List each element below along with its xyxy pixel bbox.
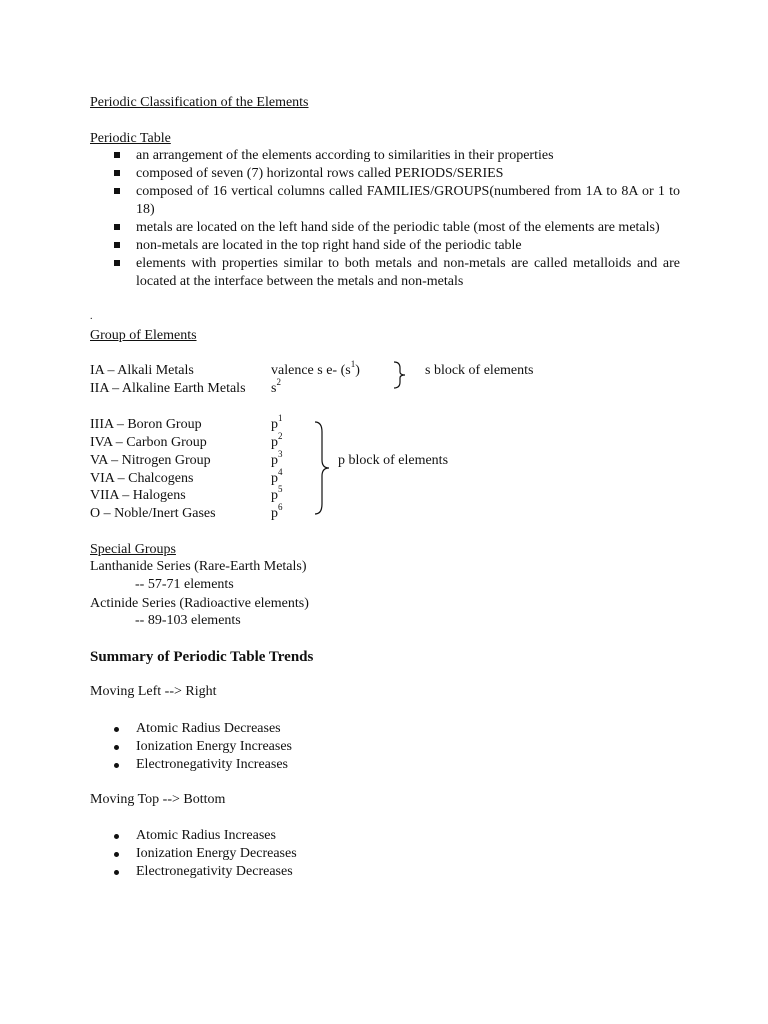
list-item: Atomic Radius Increases [90,827,297,845]
square-bullet-icon [114,224,120,230]
periodic-table-bullets [90,147,680,291]
group-name: IIA – Alkaline Earth Metals [90,381,246,396]
special-group-line: -- 57-71 elements [135,577,234,592]
square-bullet-icon [114,170,120,176]
list-item: composed of seven (7) horizontal rows called PERIODS/SERIES [90,165,680,183]
s-block-label: s block of elements [425,363,534,378]
bullet-icon [114,870,119,875]
group-name: VIIA – Halogens [90,488,186,503]
bullet-icon [114,745,119,750]
list-item: metals are located on the left hand side of the periodic table (most of the elements are metals) [90,219,680,237]
bullet-icon [114,763,119,768]
group-name: VIA – Chalcogens [90,471,194,486]
square-bullet-icon [114,188,120,194]
bullet-icon [114,727,119,732]
left-right-list [90,720,292,774]
special-groups-heading: Special Groups [90,542,176,557]
group-name: IVA – Carbon Group [90,435,207,450]
document-title: Periodic Classification of the Elements [90,95,309,110]
p-block-label: p block of elements [338,453,449,468]
electron-config: $p^4$ [271,467,283,486]
list-item: Ionization Energy Decreases [90,845,297,863]
list-item: Electronegativity Decreases [90,863,297,881]
electron-config: $p^1$ [271,413,283,432]
electron-config: $p^2$ [271,431,283,450]
list-item: non-metals are located in the top right hand side of the periodic table [90,237,680,255]
square-bullet-icon [114,242,120,248]
list-item: Atomic Radius Decreases [90,720,292,738]
list-item: an arrangement of the elements according to similarities in their properties [90,147,680,165]
square-bullet-icon [114,260,120,266]
special-group-line: Actinide Series (Radioactive elements) [90,596,309,611]
periodic-table-heading: Periodic Table [90,131,171,146]
bullet-icon [114,852,119,857]
right-brace-icon [313,420,333,516]
summary-heading: Summary of Periodic Table Trends [90,649,314,665]
special-group-line: -- 89-103 elements [135,613,241,628]
group-name: IIIA – Boron Group [90,417,202,432]
electron-config: valence s e- $(s^1)$ [271,359,360,378]
electron-config: $p^3$ [271,449,283,468]
right-brace-icon [392,361,408,389]
top-bottom-label: Moving Top --> Bottom [90,792,226,807]
list-item: elements with properties similar to both metals and non-metals are called metalloids and are located at the interface between the metals and non-metals [90,255,680,291]
list-item: composed of 16 vertical columns called FAMILIES/GROUPS(numbered from 1A to 8A or 1 to 18) [90,183,680,219]
group-name: IA – Alkali Metals [90,363,194,378]
electron-config: $p^6$ [271,502,283,521]
groups-heading: Group of Elements [90,328,197,343]
bullet-icon [114,834,119,839]
group-name: O – Noble/Inert Gases [90,506,216,521]
stray-mark: . [90,311,93,322]
group-name: VA – Nitrogen Group [90,453,211,468]
electron-config: $p^5$ [271,484,283,503]
square-bullet-icon [114,152,120,158]
special-group-line: Lanthanide Series (Rare-Earth Metals) [90,559,307,574]
list-item: Ionization Energy Increases [90,738,292,756]
electron-config: $s^2$ [271,377,281,396]
list-item: Electronegativity Increases [90,756,292,774]
top-bottom-list [90,827,297,881]
left-right-label: Moving Left --> Right [90,684,217,699]
